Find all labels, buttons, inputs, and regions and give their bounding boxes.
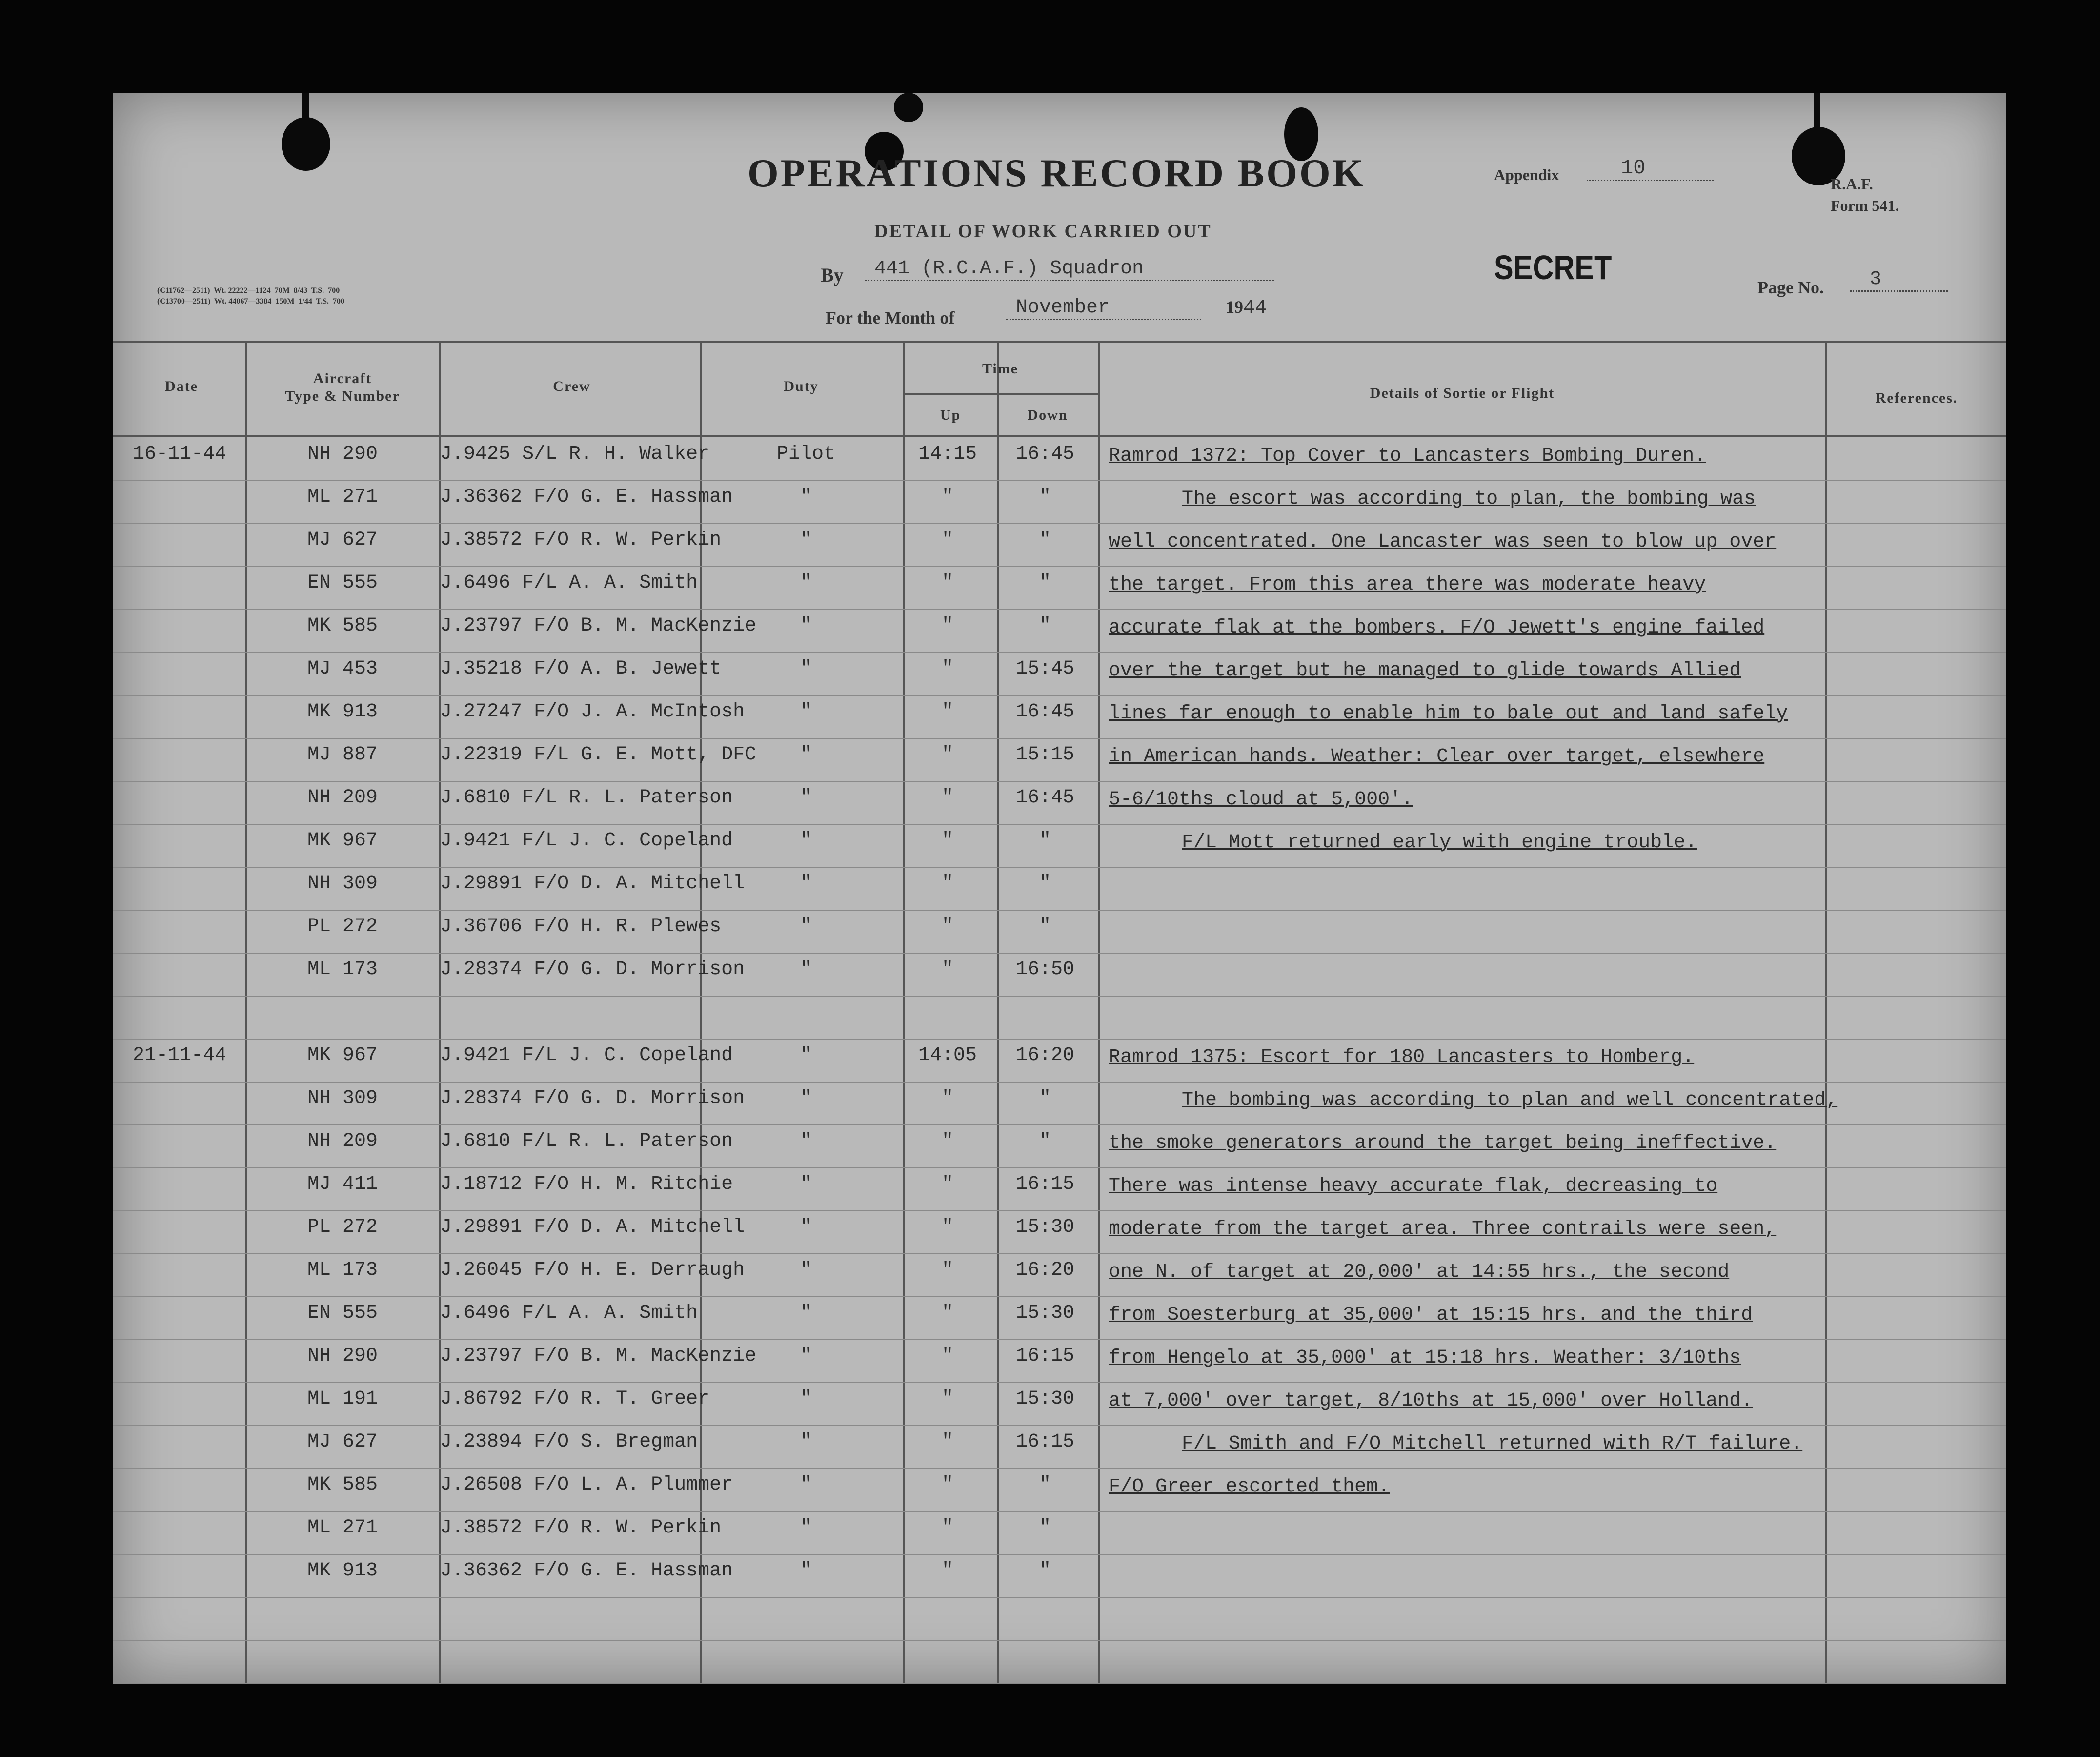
table-row [113,1168,2006,1210]
duty-cell: " [800,1087,812,1109]
time-up-cell: " [941,744,953,766]
detail-line: at 7,000' over target, 8/10ths at 15,000' over Holland. [1109,1390,1753,1412]
duty-cell: " [800,787,812,809]
crew-cell: J.35218 F/O A. B. Jewett [440,658,722,680]
detail-line: 5-6/10ths cloud at 5,000'. [1109,789,1413,811]
table-row [113,997,2006,1039]
detail-line: F/L Smith and F/O Mitchell returned with R/T failure. [1182,1433,1803,1455]
duty-cell: " [800,701,812,723]
duty-cell: " [800,486,812,508]
crew-cell: J.38572 F/O R. W. Perkin [440,529,722,551]
duty-cell: " [800,1345,812,1367]
duty-cell: " [800,658,812,680]
aircraft-cell: NH 290 [307,443,378,465]
time-up-cell: " [941,830,953,852]
duty-cell: " [800,1173,812,1195]
time-up-cell: " [941,1345,953,1367]
aircraft-cell: MK 585 [307,615,378,637]
crew-cell: J.36706 F/O H. R. Plewes [440,916,722,938]
time-up-cell: " [941,1173,953,1195]
time-down-cell: " [1039,916,1051,938]
table-row [113,868,2006,910]
detail-line: well concentrated. One Lancaster was seen to blow up over [1109,531,1777,553]
detail-line: the target. From this area there was moderate heavy [1109,574,1706,596]
crew-cell: J.36362 F/O G. E. Hassman [440,486,733,508]
crew-cell: J.6496 F/L A. A. Smith [440,572,698,594]
time-down-cell: 16:45 [1015,443,1075,465]
appendix-value: 10 [1587,156,1714,181]
time-up-cell: " [941,658,953,680]
time-up-cell: " [941,1216,953,1238]
crew-cell: J.9425 S/L R. H. Walker [440,443,710,465]
aircraft-cell: MK 585 [307,1474,378,1496]
col-header-duty: Duty [784,378,819,394]
time-down-cell: 15:30 [1015,1302,1075,1324]
aircraft-cell: MJ 887 [307,744,378,766]
aircraft-cell: ML 191 [307,1388,378,1410]
squadron-value: 441 (R.C.A.F.) Squadron [865,258,1274,281]
crew-cell: J.22319 F/L G. E. Mott, DFC [440,744,757,766]
date-cell: 16-11-44 [133,443,227,465]
table-row [113,438,2006,480]
crew-cell: J.36362 F/O G. E. Hassman [440,1560,733,1582]
crew-cell: J.23797 F/O B. M. MacKenzie [440,1345,757,1367]
crew-cell: J.38572 F/O R. W. Perkin [440,1517,722,1539]
detail-line: The bombing was according to plan and well concentrated, [1182,1089,1838,1111]
duty-cell: " [800,959,812,981]
time-up-cell: " [941,701,953,723]
time-up-cell: " [941,1259,953,1281]
col-header-crew: Crew [553,378,591,394]
page-number-label: Page No. [1757,278,1824,297]
aircraft-cell: PL 272 [307,1216,378,1238]
month-label: For the Month of [826,308,955,327]
duty-cell: " [800,529,812,551]
aircraft-cell: PL 272 [307,916,378,938]
operations-table [113,341,2006,1684]
crew-cell: J.86792 F/O R. T. Greer [440,1388,710,1410]
ruled-line [113,1640,2006,1641]
time-up-cell: " [941,1560,953,1582]
detail-line: F/L Mott returned early with engine trouble. [1182,832,1697,854]
table-row [113,1040,2006,1082]
crew-cell: J.18712 F/O H. M. Ritchie [440,1173,733,1195]
crew-cell: J.26045 F/O H. E. Derraugh [440,1259,745,1281]
detail-line: There was intense heavy accurate flak, decreasing to [1109,1175,1718,1197]
duty-cell: " [800,1130,812,1152]
binder-hole-stem [1814,93,1820,132]
month-value: November [1006,297,1201,320]
crew-cell: J.23797 F/O B. M. MacKenzie [440,615,757,637]
aircraft-cell: ML 271 [307,1517,378,1539]
crew-cell: J.9421 F/L J. C. Copeland [440,830,733,852]
time-up-cell: " [941,959,953,981]
aircraft-cell: MK 967 [307,1044,378,1066]
year-value: 1944 [1226,297,1267,319]
table-row [113,954,2006,996]
col-header-date: Date [165,378,198,394]
table-row [113,911,2006,953]
time-up-cell: " [941,1388,953,1410]
duty-cell: " [800,572,812,594]
time-up-cell: 14:05 [918,1044,977,1066]
col-header-details: Details of Sortie or Flight [1370,385,1555,401]
duty-cell: " [800,873,812,895]
ruled-line [113,1683,2006,1684]
crew-cell: J.9421 F/L J. C. Copeland [440,1044,733,1066]
time-down-cell: " [1039,615,1051,637]
col-header-references: References. [1875,390,1958,406]
col-header-down: Down [1027,407,1068,423]
duty-cell: " [800,1474,812,1496]
aircraft-cell: MJ 453 [307,658,378,680]
crew-cell: J.6496 F/L A. A. Smith [440,1302,698,1324]
table-row [113,1555,2006,1597]
table-top-border [113,341,2006,343]
time-up-cell: " [941,787,953,809]
time-up-cell: 14:15 [918,443,977,465]
print-code: (C11762—2511) Wt. 22222—1124 70M 8/43 T.S. 700 (C13700—2511) Wt. 44067—3384 150M 1/44 T.S. 700 [157,286,345,306]
duty-cell: Pilot [776,443,836,465]
duty-cell: " [800,1302,812,1324]
duty-cell: " [800,1431,812,1453]
duty-cell: " [800,615,812,637]
time-up-cell: " [941,529,953,551]
binder-hole-center [894,93,923,122]
aircraft-cell: ML 173 [307,959,378,981]
duty-cell: " [800,1259,812,1281]
detail-line: from Hengelo at 35,000' at 15:18 hrs. Weather: 3/10ths [1109,1347,1741,1369]
aircraft-cell: MK 913 [307,701,378,723]
detail-line: in American hands. Weather: Clear over target, elsewhere [1109,746,1765,768]
time-down-cell: " [1039,529,1051,551]
time-up-cell: " [941,572,953,594]
detail-line: lines far enough to enable him to bale out and land safely [1109,703,1788,725]
crew-cell: J.23894 F/O S. Bregman [440,1431,698,1453]
time-down-cell: " [1039,1517,1051,1539]
detail-line: one N. of target at 20,000' at 14:55 hrs., the second [1109,1261,1730,1283]
time-down-cell: 16:50 [1015,959,1075,981]
detail-line: from Soesterburg at 35,000' at 15:15 hrs. and the third [1109,1304,1753,1326]
time-down-cell: " [1039,486,1051,508]
time-up-cell: " [941,1474,953,1496]
time-down-cell: " [1039,1560,1051,1582]
duty-cell: " [800,1216,812,1238]
duty-cell: " [800,1044,812,1066]
aircraft-cell: MK 913 [307,1560,378,1582]
form-number: R.A.F. Form 541. [1831,175,1899,214]
time-down-cell: " [1039,873,1051,895]
aircraft-cell: EN 555 [307,1302,378,1324]
time-up-cell: " [941,1302,953,1324]
time-up-cell: " [941,873,953,895]
aircraft-cell: MK 967 [307,830,378,852]
ruled-line [113,1597,2006,1598]
duty-cell: " [800,1517,812,1539]
page-number-value: 3 [1850,268,1948,292]
aircraft-cell: NH 209 [307,1130,378,1152]
time-down-cell: 16:20 [1015,1044,1075,1066]
table-row [113,1512,2006,1554]
time-down-cell: 16:15 [1015,1345,1075,1367]
time-down-cell: 16:45 [1015,701,1075,723]
time-down-cell: 15:15 [1015,744,1075,766]
page-title: OPERATIONS RECORD BOOK [747,151,1366,195]
record-sheet [113,93,2006,1684]
table-row [113,825,2006,867]
appendix-label: Appendix [1494,166,1559,184]
time-subheader-border [903,393,1098,395]
by-label: By [821,264,844,286]
col-header-time: Time [982,361,1019,377]
crew-cell: J.6810 F/L R. L. Paterson [440,1130,733,1152]
duty-cell: " [800,830,812,852]
crew-cell: J.27247 F/O J. A. McIntosh [440,701,745,723]
time-up-cell: " [941,1431,953,1453]
time-down-cell: " [1039,572,1051,594]
date-cell: 21-11-44 [133,1044,227,1066]
time-up-cell: " [941,615,953,637]
aircraft-cell: NH 309 [307,873,378,895]
time-down-cell: " [1039,830,1051,852]
time-up-cell: " [941,486,953,508]
aircraft-cell: EN 555 [307,572,378,594]
detail-line: Ramrod 1375: Escort for 180 Lancasters to Homberg. [1109,1046,1695,1068]
table-row [113,567,2006,609]
page-subtitle: DETAIL OF WORK CARRIED OUT [874,221,1212,242]
crew-cell: J.29891 F/O D. A. Mitchell [440,873,745,895]
time-down-cell: 16:15 [1015,1173,1075,1195]
aircraft-cell: MJ 411 [307,1173,378,1195]
table-row [113,1469,2006,1511]
detail-line: the smoke generators around the target being ineffective. [1109,1132,1777,1154]
duty-cell: " [800,1560,812,1582]
time-up-cell: " [941,1087,953,1109]
time-down-cell: " [1039,1474,1051,1496]
aircraft-cell: NH 290 [307,1345,378,1367]
col-header-aircraft: Aircraft Type & Number [285,370,400,404]
time-down-cell: 15:30 [1015,1388,1075,1410]
crew-cell: J.28374 F/O G. D. Morrison [440,1087,745,1109]
crew-cell: J.29891 F/O D. A. Mitchell [440,1216,745,1238]
aircraft-cell: NH 209 [307,787,378,809]
col-header-up: Up [940,407,961,423]
duty-cell: " [800,1388,812,1410]
detail-line: Ramrod 1372: Top Cover to Lancasters Bombing Duren. [1109,445,1706,467]
time-down-cell: 15:30 [1015,1216,1075,1238]
time-up-cell: " [941,916,953,938]
detail-line: F/O Greer escorted them. [1109,1476,1390,1498]
time-down-cell: 15:45 [1015,658,1075,680]
detail-line: The escort was according to plan, the bombing was [1182,488,1756,510]
classification-stamp: SECRET [1494,248,1612,286]
table-row [113,782,2006,824]
binder-hole-left [282,117,330,171]
time-down-cell: " [1039,1087,1051,1109]
time-down-cell: 16:45 [1015,787,1075,809]
time-down-cell: 16:20 [1015,1259,1075,1281]
time-up-cell: " [941,1130,953,1152]
duty-cell: " [800,916,812,938]
time-up-cell: " [941,1517,953,1539]
aircraft-cell: ML 271 [307,486,378,508]
crew-cell: J.26508 F/O L. A. Plummer [440,1474,733,1496]
time-down-cell: " [1039,1130,1051,1152]
aircraft-cell: MJ 627 [307,529,378,551]
aircraft-cell: NH 309 [307,1087,378,1109]
aircraft-cell: MJ 627 [307,1431,378,1453]
header-bottom-border [113,435,2006,437]
duty-cell: " [800,744,812,766]
crew-cell: J.6810 F/L R. L. Paterson [440,787,733,809]
detail-line: over the target but he managed to glide towards Allied [1109,660,1741,682]
detail-line: moderate from the target area. Three contrails were seen, [1109,1218,1777,1240]
aircraft-cell: ML 173 [307,1259,378,1281]
detail-line: accurate flak at the bombers. F/O Jewett's engine failed [1109,617,1765,639]
time-down-cell: 16:15 [1015,1431,1075,1453]
crew-cell: J.28374 F/O G. D. Morrison [440,959,745,981]
